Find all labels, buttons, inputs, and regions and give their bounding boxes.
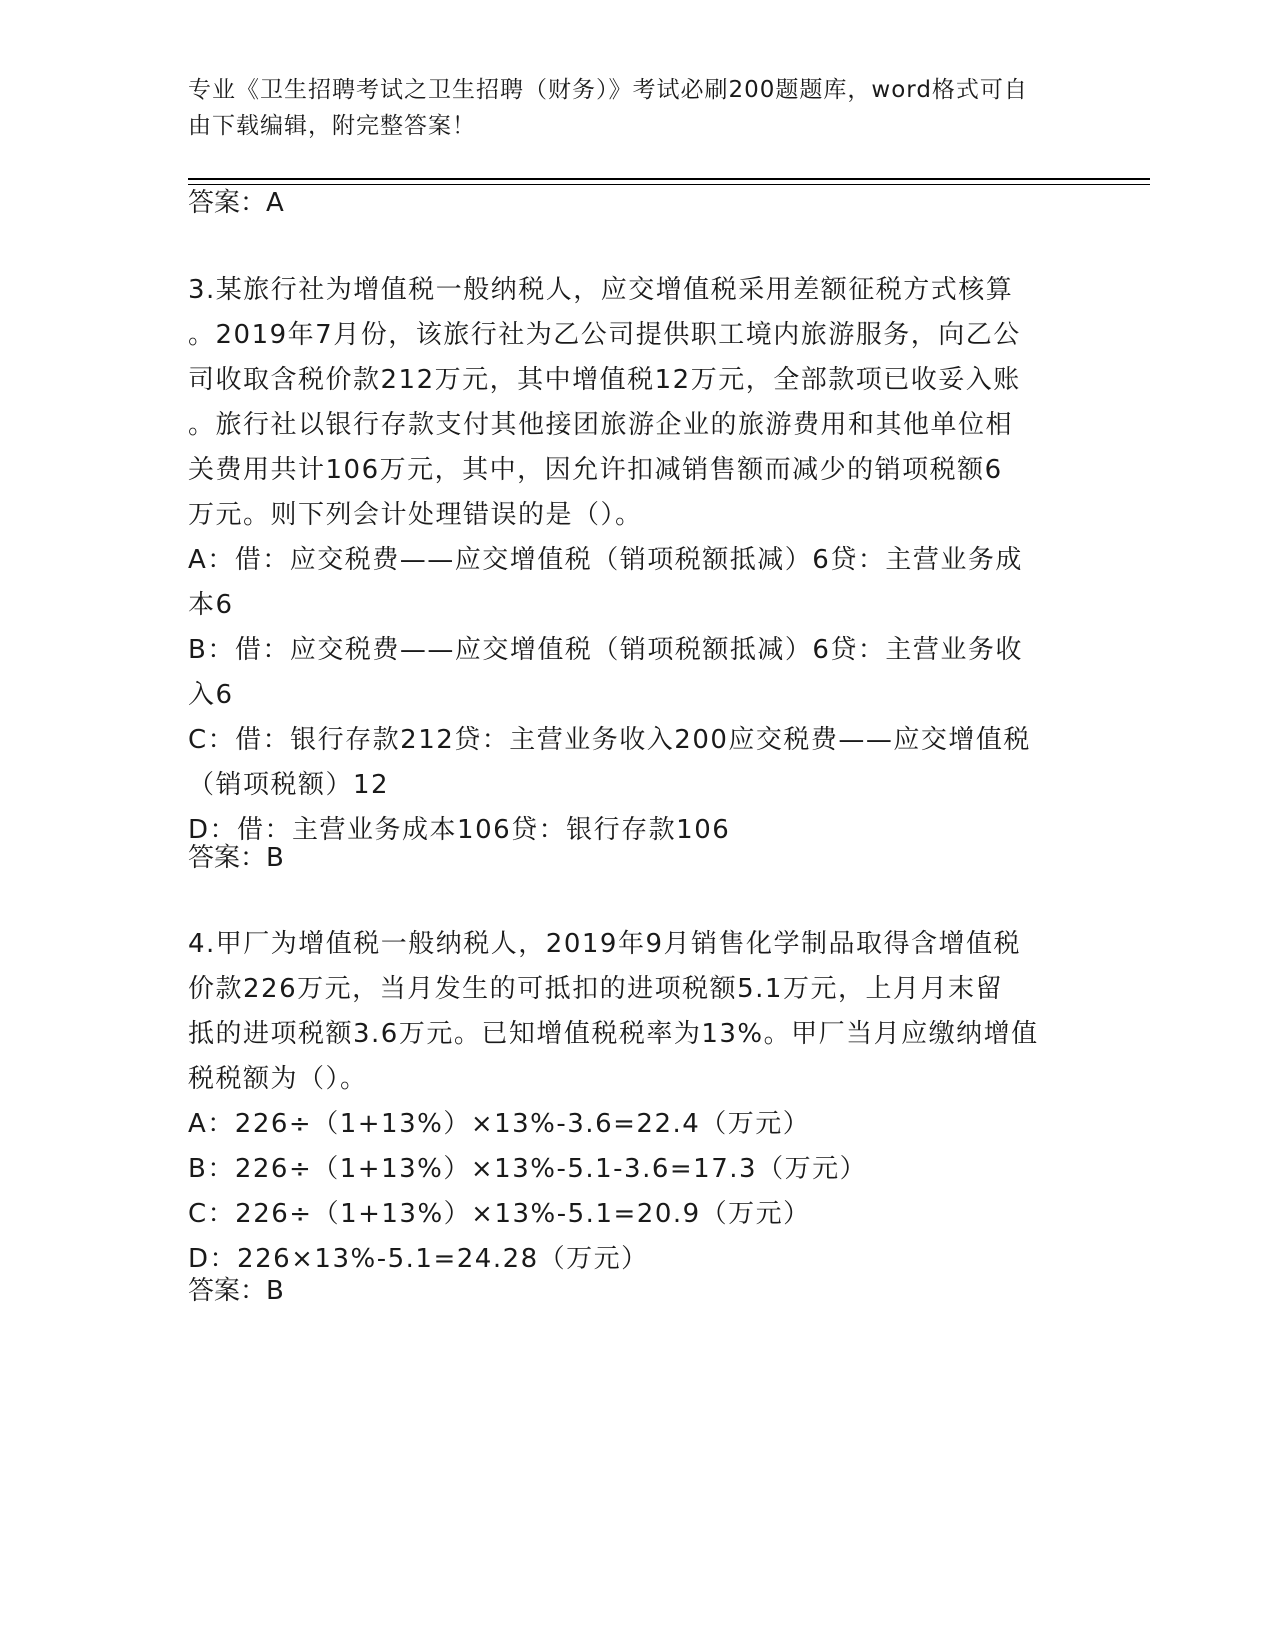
option-text-line: C：借：银行存款212贷：主营业务收入200应交税费——应交增值税 bbox=[188, 725, 1031, 755]
option-c: C：226÷（1+13%）×13%-5.1=20.9（万元） bbox=[188, 1199, 811, 1229]
question-3-answer: 答案：B bbox=[188, 843, 284, 873]
question-text-line: 。旅行社以银行存款支付其他接团旅游企业的旅游费用和其他单位相 bbox=[188, 410, 1014, 440]
question-text-line: 价款226万元，当月发生的可抵扣的进项税额5.1万元，上月月末留 bbox=[188, 974, 1003, 1004]
previous-answer: 答案：A bbox=[188, 188, 284, 218]
option-d: D：226×13%-5.1=24.28（万元） bbox=[188, 1244, 649, 1274]
option-b bbox=[188, 628, 1083, 718]
header-line: 由下载编辑，附完整答案！ bbox=[188, 113, 476, 139]
question-text-line: 万元。则下列会计处理错误的是（）。 bbox=[188, 500, 643, 530]
question-text-line: 关费用共计106万元，其中，因允许扣减销售额而减少的销项税额6 bbox=[188, 455, 1003, 485]
header-line: 专业《卫生招聘考试之卫生招聘（财务）》考试必刷200题题库，word格式可自 bbox=[188, 77, 1028, 103]
option-text-line: 入6 bbox=[188, 680, 234, 710]
header-divider bbox=[188, 184, 1150, 185]
question-text-line: 司收取含税价款212万元，其中增值税12万元，全部款项已收妥入账 bbox=[188, 365, 1021, 395]
option-text-line: B：借：应交税费——应交增值税（销项税额抵减）6贷：主营业务收 bbox=[188, 635, 1023, 665]
option-a bbox=[188, 538, 1083, 628]
option-c bbox=[188, 718, 1083, 808]
option-text-line: （销项税额）12 bbox=[188, 770, 390, 800]
question-4-answer: 答案：B bbox=[188, 1276, 284, 1306]
option-text-line: A：借：应交税费——应交增值税（销项税额抵减）6贷：主营业务成 bbox=[188, 545, 1023, 575]
question-4 bbox=[188, 922, 1083, 1282]
option-text-line: 本6 bbox=[188, 590, 234, 620]
question-text-line: 。2019年7月份，该旅行社为乙公司提供职工境内旅游服务，向乙公 bbox=[188, 320, 1021, 350]
question-text-line: 4.甲厂为增值税一般纳税人，2019年9月销售化学制品取得含增值税 bbox=[188, 929, 1022, 959]
header-divider bbox=[188, 178, 1150, 180]
question-text-line: 抵的进项税额3.6万元。已知增值税税率为13%。甲厂当月应缴纳增值 bbox=[188, 1019, 1039, 1049]
question-3 bbox=[188, 268, 1083, 853]
option-text-line: D：借：主营业务成本106贷：银行存款106 bbox=[188, 815, 731, 845]
document-header bbox=[188, 72, 1088, 144]
question-text-line: 税税额为（）。 bbox=[188, 1064, 368, 1094]
option-d bbox=[188, 808, 1083, 853]
option-b: B：226÷（1+13%）×13%-5.1-3.6=17.3（万元） bbox=[188, 1154, 868, 1184]
option-a: A：226÷（1+13%）×13%-3.6=22.4（万元） bbox=[188, 1109, 811, 1139]
question-text-line: 3.某旅行社为增值税一般纳税人，应交增值税采用差额征税方式核算 bbox=[188, 275, 1014, 305]
